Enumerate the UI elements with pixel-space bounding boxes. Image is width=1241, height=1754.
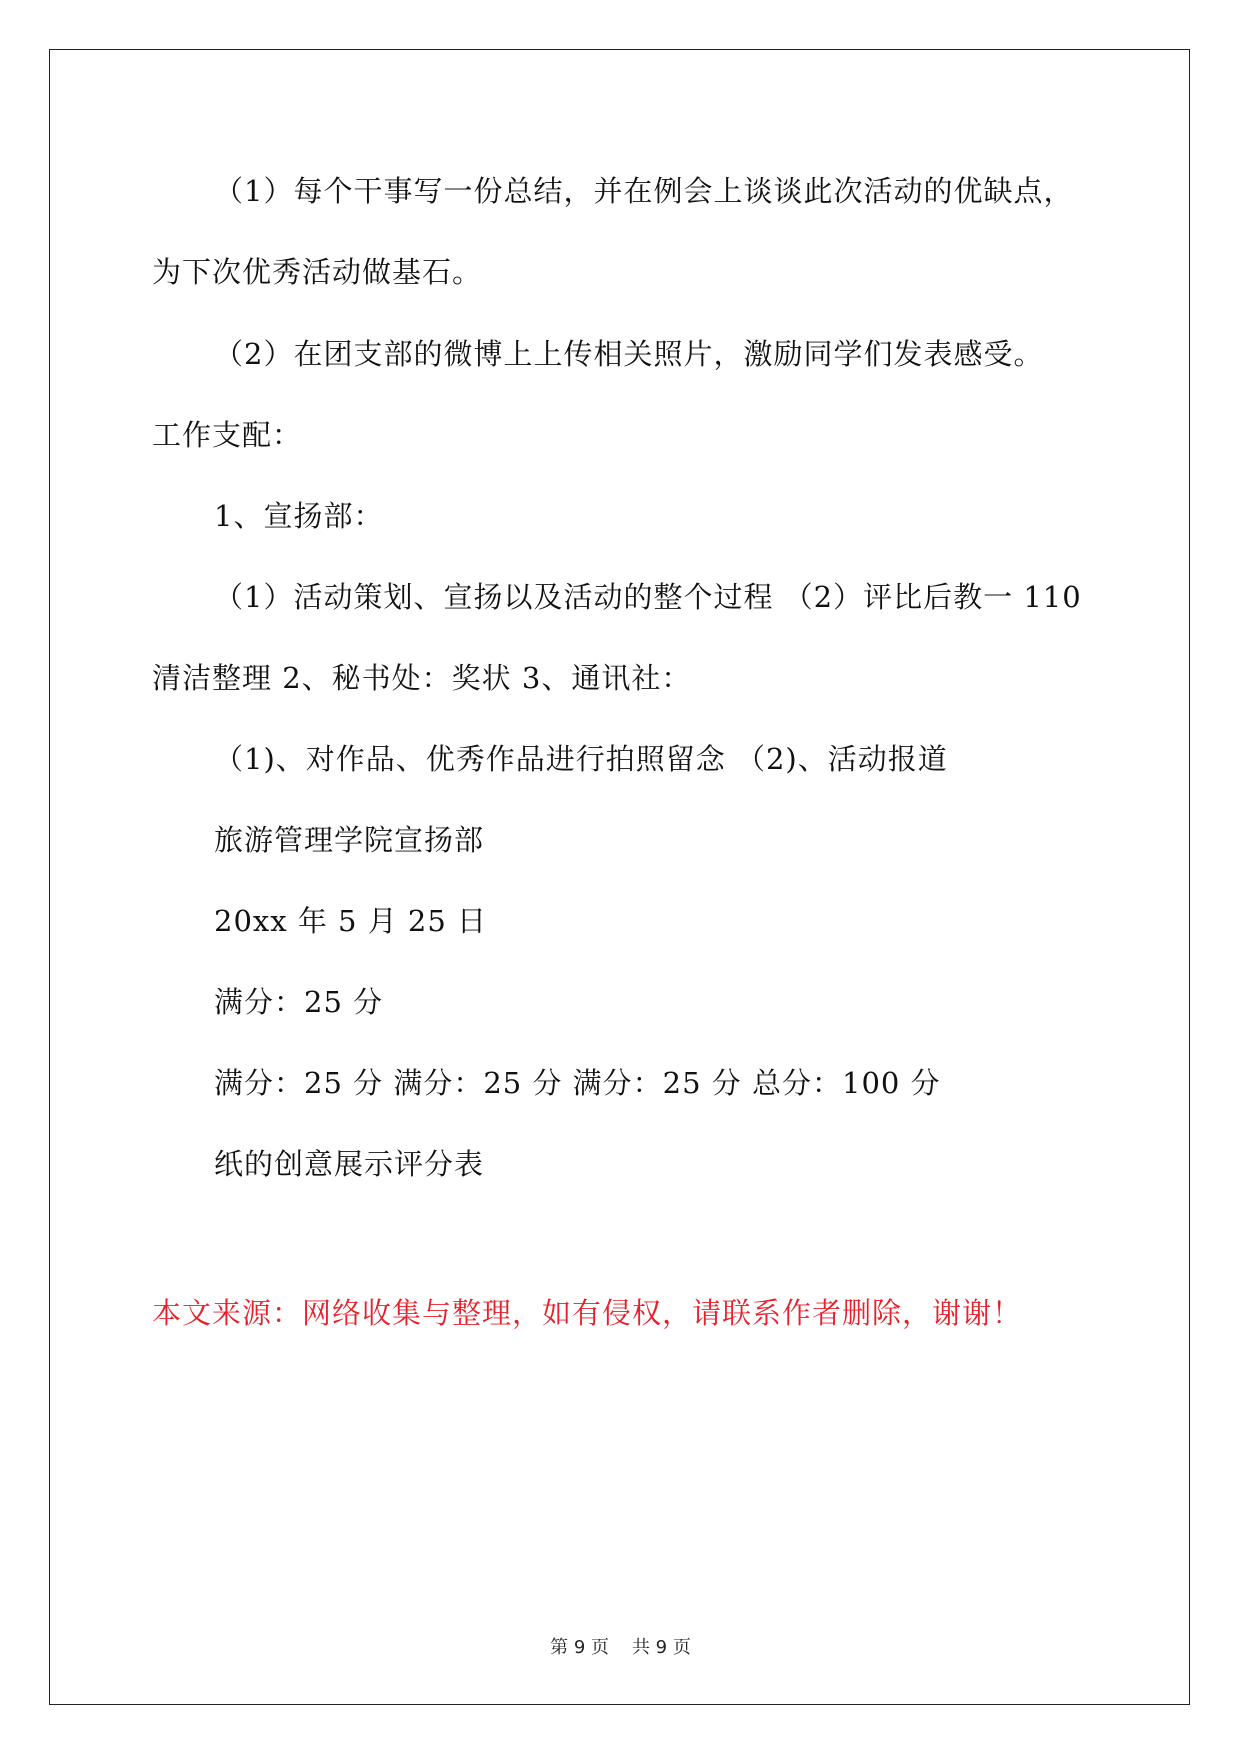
paragraph-line: 清洁整理 2、秘书处：奖状 3、通讯社： bbox=[152, 661, 692, 695]
paragraph-line: （1)、对作品、优秀作品进行拍照留念 （2)、活动报道 bbox=[214, 742, 948, 776]
page-total: 共 9 页 bbox=[631, 1637, 691, 1658]
score-line: 满分：25 分 bbox=[214, 985, 384, 1019]
source-note: 本文来源：网络收集与整理，如有侵权，请联系作者删除，谢谢！ bbox=[152, 1296, 1023, 1330]
paragraph-line: （1）活动策划、宣扬以及活动的整个过程 （2）评比后教一 110 bbox=[214, 580, 1082, 614]
paragraph-line: 为下次优秀活动做基石。 bbox=[152, 255, 483, 289]
page-footer bbox=[0, 1633, 1241, 1659]
signature-date: 20xx 年 5 月 25 日 bbox=[214, 904, 488, 938]
score-line: 满分：25 分 满分：25 分 满分：25 分 总分：100 分 bbox=[214, 1066, 941, 1100]
section-heading: 工作支配： bbox=[152, 418, 303, 452]
signature-department: 旅游管理学院宣扬部 bbox=[214, 823, 485, 857]
page-number: 第 9 页 bbox=[550, 1637, 610, 1658]
paragraph-line: （1）每个干事写一份总结，并在例会上谈谈此次活动的优缺点， bbox=[214, 174, 1074, 208]
page-border bbox=[49, 49, 1190, 1705]
paragraph-line: （2）在团支部的微博上上传相关照片，激励同学们发表感受。 bbox=[214, 337, 1044, 371]
table-title: 纸的创意展示评分表 bbox=[214, 1147, 485, 1181]
subsection-heading: 1、宣扬部： bbox=[214, 499, 384, 533]
